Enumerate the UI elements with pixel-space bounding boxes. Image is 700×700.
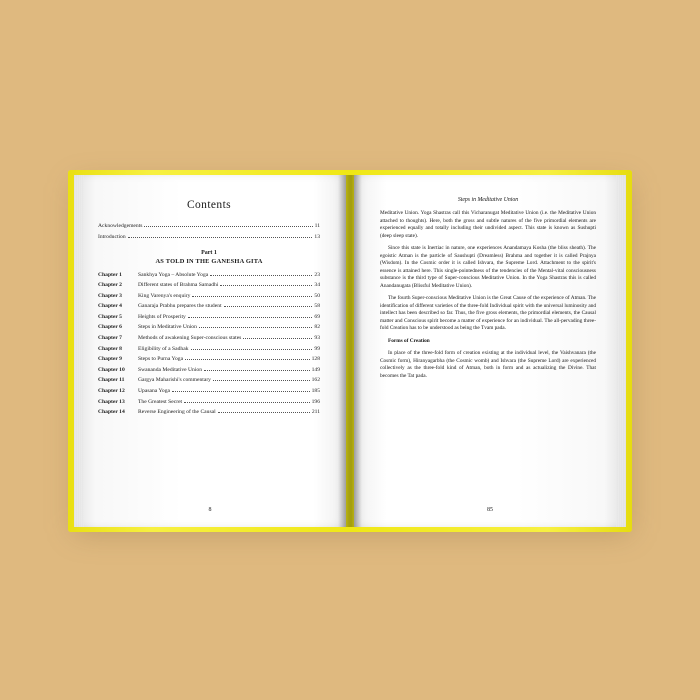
toc-chapter-number: Chapter 10 (98, 366, 125, 373)
toc-chapter-title: Upasana Yoga (138, 387, 171, 394)
toc-row (98, 303, 320, 310)
toc-chapter-title: Gargya Maharishi's commentary (138, 377, 211, 384)
right-page (354, 175, 626, 527)
toc-chapter-number: Chapter 8 (98, 345, 122, 352)
toc-chapter-title: Methods of awakening Super-conscious states (138, 335, 242, 342)
toc-chapter-page: 185 (311, 387, 320, 394)
toc-leader-dots (191, 348, 313, 350)
toc-row (98, 314, 320, 321)
toc-chapter-page: 23 (314, 271, 320, 278)
toc-chapter-title: Heights of Prosperity (138, 313, 186, 320)
left-page-folio: 8 (208, 507, 212, 513)
toc-front-matter-row (98, 223, 320, 230)
toc-row (98, 324, 320, 331)
toc-chapter-page: 196 (311, 398, 320, 405)
toc-chapter-page: 82 (314, 324, 320, 331)
toc-row (98, 282, 320, 289)
toc-chapter-page: 69 (314, 313, 320, 320)
toc-chapter-title: The Greatest Secret (138, 398, 183, 405)
toc-chapter-title: Swananda Meditative Union (138, 366, 203, 373)
toc-chapter-number: Chapter 6 (98, 324, 122, 331)
toc-chapter-number: Chapter 9 (98, 356, 122, 363)
section-subheading: Forms of Creation (388, 337, 430, 344)
left-page (74, 175, 346, 527)
body-paragraph: Since this state is Inertiac in nature, one experiences Anandamaya Kosha (the bliss sheath). The egoistic Atman is the particle of Saushupti (Dreamless) Brahma and together it is called Prajnya (Wisdom). In the Cosmic order it is called Ishvara, the Supreme Lord. Attachment to the spirit's essence is attained here. This single-pointedness of the tendencies of the Mental-vital consciousness substance is the third type of Super-conscious Meditative Union. In the Yoga Shastras this is called Anandanugata (Blissful Meditative Union). (380, 245, 596, 289)
body-paragraph: The fourth Super-conscious Meditative Union is the Great Cause of the experience of Atman. The identification of different varieties of the three-fold Individual spirit with the universal luminosity and intellect has been described so far. Thus, the five gross elements, the primordial elements, the Causal matter and Conscious spirit become a matter of experience for an individual. The all-pervading three-fold Creation has to be understood as being the Tvam pada. (380, 295, 596, 332)
part-title: AS TOLD IN THE GANESHA GITA (155, 257, 263, 265)
toc-chapter-title: Steps to Purna Yoga (138, 356, 184, 363)
left-page-edge (74, 175, 84, 527)
toc-chapter-number: Chapter 5 (98, 313, 122, 320)
toc-leader-dots (199, 326, 313, 328)
toc-chapter-page: 128 (311, 356, 320, 363)
toc-entry-label: Introduction (98, 233, 126, 240)
toc-leader-dots (213, 379, 310, 381)
toc-chapter-title: Different states of Brahma Samadhi (138, 282, 219, 289)
table-of-contents (98, 199, 320, 499)
toc-row (98, 335, 320, 342)
toc-row (98, 293, 320, 300)
page-block (74, 175, 626, 527)
open-book (68, 170, 632, 532)
toc-chapter-page: 50 (314, 292, 320, 299)
right-page-folio: 85 (487, 507, 493, 513)
toc-chapter-title: Ganaraja Prabhu prepares the student (138, 303, 222, 310)
toc-leader-dots (243, 337, 312, 339)
toc-chapter-number: Chapter 11 (98, 377, 125, 384)
body-paragraph: Meditative Union. Yoga Shastras call this Vicharanugat Meditative Union (i.e. the Meditative Union attached to thoughts). Here, both the gross and subtle natures of the five primordial elements are experienced equally and totally including their undivided aspect. This state is known as Sushupti (deep sleep state). (380, 210, 596, 239)
toc-leader-dots (188, 316, 313, 318)
toc-chapter-number: Chapter 13 (98, 398, 125, 405)
toc-leader-dots (204, 369, 310, 371)
toc-leader-dots (218, 411, 310, 413)
toc-leader-dots (210, 274, 312, 276)
toc-row (98, 356, 320, 363)
body-text-column (380, 197, 596, 503)
toc-row (98, 409, 320, 416)
toc-chapter-number: Chapter 14 (98, 409, 125, 416)
toc-chapter-number: Chapter 1 (98, 271, 122, 278)
body-paragraph: In place of the three-fold form of creation existing at the individual level, the Vaishvanara (the Cosmic form), Hiranyagarbha (the Cosmic womb) and Ishvara (the Supreme Lord) are experienced collectively as the three-fold kind of Atman, both in form and as actualizing the Divine. That becomes the Tat pada. (380, 350, 596, 379)
toc-row (98, 272, 320, 279)
toc-entry-page: 11 (314, 223, 320, 229)
toc-leader-dots (172, 390, 310, 392)
toc-entry-label: Acknowledgements (98, 223, 143, 229)
right-page-edge (616, 175, 626, 527)
toc-leader-dots (185, 358, 310, 360)
toc-chapter-title: Steps in Meditative Union (138, 324, 197, 331)
toc-leader-dots (192, 295, 312, 297)
part-label: Part 1 (201, 249, 217, 256)
toc-chapter-page: 34 (314, 282, 320, 289)
toc-leader-dots (224, 305, 313, 307)
toc-chapter-title: Eligibility of a Sadhak (138, 345, 189, 352)
toc-chapter-number: Chapter 4 (98, 303, 122, 310)
running-head: Steps in Meditative Union (457, 197, 519, 203)
toc-chapter-number: Chapter 2 (98, 282, 122, 289)
toc-chapter-page: 99 (314, 345, 320, 352)
toc-chapter-page: 149 (311, 366, 320, 373)
toc-row (98, 377, 320, 384)
toc-chapter-number: Chapter 12 (98, 387, 125, 394)
toc-chapter-page: 93 (314, 335, 320, 342)
toc-chapter-title: Sankhya Yoga – Absolute Yoga (138, 271, 209, 278)
toc-chapter-title: Reverse Engineering of the Causal (138, 409, 216, 416)
toc-chapter-number: Chapter 3 (98, 292, 122, 299)
toc-chapter-title: King Varenya's enquiry (138, 292, 191, 299)
toc-row (98, 346, 320, 353)
toc-row (98, 388, 320, 395)
toc-chapter-page: 58 (314, 303, 320, 310)
toc-leader-dots (144, 225, 312, 227)
toc-leader-dots (220, 284, 312, 286)
toc-chapter-number: Chapter 7 (98, 335, 122, 342)
toc-front-matter-row (98, 234, 320, 241)
toc-leader-dots (128, 236, 313, 238)
toc-leader-dots (184, 401, 310, 403)
toc-chapter-page: 162 (311, 377, 320, 384)
toc-row (98, 367, 320, 374)
toc-row (98, 399, 320, 406)
toc-chapter-page: 211 (311, 409, 320, 416)
toc-entry-page: 13 (314, 233, 320, 240)
contents-title: Contents (186, 199, 232, 211)
